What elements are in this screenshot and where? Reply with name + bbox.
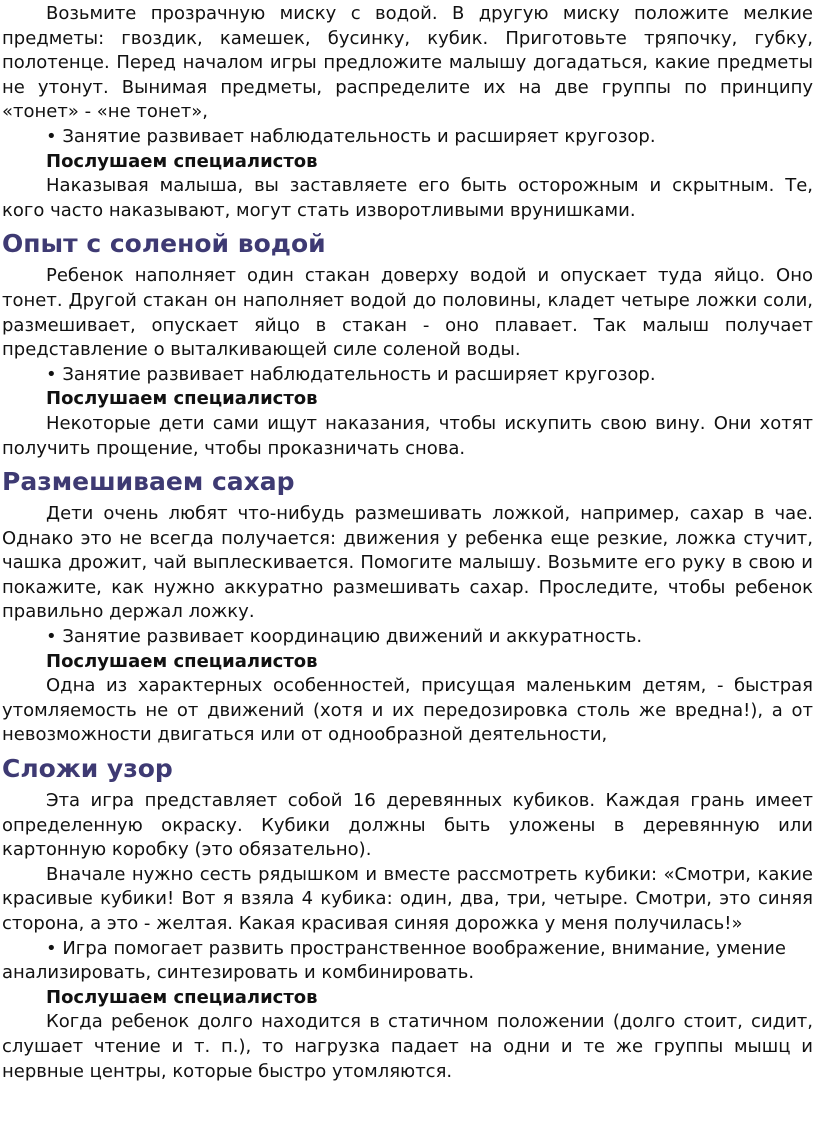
salt-water-bullet: • Занятие развивает наблюдательность и расширяет кругозор. (46, 363, 656, 385)
intro-paragraph: Возьмите прозрачную миску с водой. В другую миску положите мелкие предметы: гвоздик, камешек, бусинку, кубик. Приготовьте тряпочку, губку, полотенце. Перед началом игры предложите малышу догадаться, какие предметы не утонут. Вынимая предметы, распределите их на две группы по принципу «тонет» - «не тонет», (2, 3, 813, 123)
intro-expert-title: Послушаем специалистов (46, 150, 318, 172)
section-heading-pattern: Сложи узор (2, 754, 173, 784)
pattern-expert-title: Послушаем специалистов (46, 986, 318, 1008)
section-heading-stir-sugar: Размешиваем сахар (2, 467, 295, 497)
pattern-bullet: • Игра помогает развить пространственное воображение, внимание, умение анализировать, синтезировать и комбинировать. (2, 937, 786, 984)
stir-sugar-expert-text: Одна из характерных особенностей, присущая маленьким детям, - быстрая утомляемость не от движений (хотя и их передозировка столь же вредна!), а от невозможности двигаться или от однообразной деятельности, (2, 675, 813, 746)
stir-sugar-expert-title: Послушаем специалистов (46, 650, 318, 672)
pattern-expert-text: Когда ребенок долго находится в статичном положении (долго стоит, сидит, слушает чтение и т. п.), то нагрузка падает на одни и те же группы мышц и нервные центры, которые быстро утомляются. (2, 1011, 813, 1082)
section-heading-salt-water: Опыт с соленой водой (2, 229, 326, 259)
salt-water-expert-title: Послушаем специалистов (46, 388, 318, 410)
stir-sugar-bullet: • Занятие развивает координацию движений и аккуратность. (46, 626, 643, 648)
intro-expert-text: Наказывая малыша, вы заставляете его быть осторожным и скрытным. Те, кого часто наказывают, могут стать изворотливыми врунишками. (2, 175, 813, 221)
intro-bullet: • Занятие развивает наблюдательность и расширяет кругозор. (46, 125, 656, 147)
pattern-paragraph-1: Эта игра представляет собой 16 деревянных кубиков. Каждая грань имеет определенную окраску. Кубики должны быть уложены в деревянную или картонную коробку (это обязательно). (2, 790, 813, 861)
pattern-paragraph-2: Вначале нужно сесть рядышком и вместе рассмотреть кубики: «Смотри, какие красивые кубики! Вот я взяла 4 кубика: один, два, три, четыре. Смотри, это синяя сторона, а это - желтая. Какая красивая синяя дорожка у меня получилась!» (2, 863, 813, 934)
salt-water-expert-text: Некоторые дети сами ищут наказания, чтобы искупить свою вину. Они хотят получить прощение, чтобы проказничать снова. (2, 412, 813, 459)
stir-sugar-paragraph: Дети очень любят что-нибудь размешивать ложкой, например, сахар в чае. Однако это не всегда получается: движения у ребенка еще резкие, ложка стучит, чашка дрожит, чай выплескивается. Помогите малышу. Возьмите его руку в свою и покажите, как нужно аккуратно размешивать сахар. Проследите, чтобы ребенок правильно держал ложку. (2, 503, 813, 623)
salt-water-paragraph: Ребенок наполняет один стакан доверху водой и опускает туда яйцо. Оно тонет. Другой стакан он наполняет водой до половины, кладет четыре ложки соли, размешивает, опускает яйцо в стакан - оно плавает. Так малыш получает представление о выталкивающей силе соленой воды. (2, 265, 813, 361)
